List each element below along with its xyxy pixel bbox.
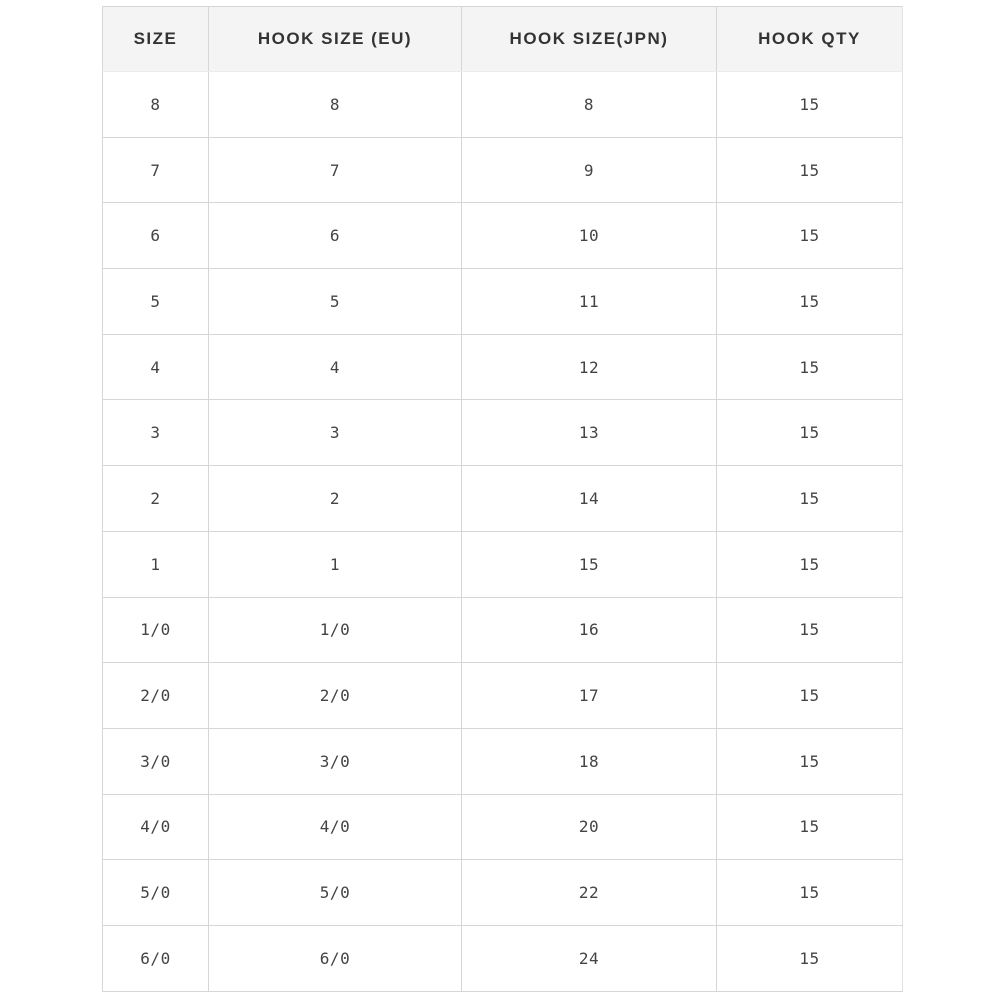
table-row bbox=[103, 466, 903, 532]
cell-hook-qty: 15 bbox=[717, 137, 903, 203]
cell-hook-size-eu: 1/0 bbox=[209, 597, 462, 663]
cell-size: 4/0 bbox=[103, 794, 209, 860]
table-row bbox=[103, 728, 903, 794]
cell-hook-size-jpn: 22 bbox=[462, 860, 717, 926]
cell-hook-size-eu: 3 bbox=[209, 400, 462, 466]
table-row bbox=[103, 203, 903, 269]
table-header bbox=[103, 7, 903, 72]
cell-size: 7 bbox=[103, 137, 209, 203]
cell-hook-qty: 15 bbox=[717, 72, 903, 138]
table-row bbox=[103, 860, 903, 926]
table-row bbox=[103, 531, 903, 597]
cell-hook-size-jpn: 9 bbox=[462, 137, 717, 203]
cell-size: 3 bbox=[103, 400, 209, 466]
cell-size: 2/0 bbox=[103, 663, 209, 729]
cell-hook-qty: 15 bbox=[717, 334, 903, 400]
cell-hook-qty: 15 bbox=[717, 794, 903, 860]
cell-hook-size-eu: 4/0 bbox=[209, 794, 462, 860]
cell-size: 1/0 bbox=[103, 597, 209, 663]
table-row bbox=[103, 400, 903, 466]
header-row bbox=[103, 7, 903, 72]
cell-hook-size-jpn: 10 bbox=[462, 203, 717, 269]
cell-size: 5 bbox=[103, 269, 209, 335]
cell-hook-size-jpn: 17 bbox=[462, 663, 717, 729]
table-row bbox=[103, 925, 903, 991]
hook-size-table bbox=[102, 6, 903, 992]
cell-size: 6 bbox=[103, 203, 209, 269]
cell-hook-size-eu: 7 bbox=[209, 137, 462, 203]
cell-hook-size-jpn: 16 bbox=[462, 597, 717, 663]
cell-hook-size-jpn: 18 bbox=[462, 728, 717, 794]
cell-hook-size-jpn: 13 bbox=[462, 400, 717, 466]
table-row bbox=[103, 269, 903, 335]
cell-hook-size-jpn: 14 bbox=[462, 466, 717, 532]
cell-hook-qty: 15 bbox=[717, 597, 903, 663]
cell-size: 2 bbox=[103, 466, 209, 532]
cell-hook-qty: 15 bbox=[717, 269, 903, 335]
cell-hook-size-jpn: 24 bbox=[462, 925, 717, 991]
cell-hook-size-jpn: 12 bbox=[462, 334, 717, 400]
cell-hook-size-eu: 5/0 bbox=[209, 860, 462, 926]
cell-hook-qty: 15 bbox=[717, 728, 903, 794]
cell-hook-size-eu: 3/0 bbox=[209, 728, 462, 794]
cell-hook-size-eu: 1 bbox=[209, 531, 462, 597]
cell-hook-size-jpn: 20 bbox=[462, 794, 717, 860]
cell-hook-size-eu: 6/0 bbox=[209, 925, 462, 991]
cell-hook-size-jpn: 15 bbox=[462, 531, 717, 597]
cell-size: 5/0 bbox=[103, 860, 209, 926]
cell-hook-size-eu: 4 bbox=[209, 334, 462, 400]
cell-hook-qty: 15 bbox=[717, 400, 903, 466]
cell-hook-size-eu: 5 bbox=[209, 269, 462, 335]
cell-hook-qty: 15 bbox=[717, 663, 903, 729]
cell-size: 6/0 bbox=[103, 925, 209, 991]
cell-size: 1 bbox=[103, 531, 209, 597]
table-row bbox=[103, 794, 903, 860]
header-hook-qty: HOOK QTY bbox=[717, 7, 903, 72]
table-row bbox=[103, 334, 903, 400]
cell-hook-size-eu: 6 bbox=[209, 203, 462, 269]
cell-hook-qty: 15 bbox=[717, 531, 903, 597]
table-row bbox=[103, 137, 903, 203]
header-hook-size-eu: HOOK SIZE (EU) bbox=[209, 7, 462, 72]
cell-hook-qty: 15 bbox=[717, 860, 903, 926]
cell-hook-qty: 15 bbox=[717, 925, 903, 991]
cell-size: 4 bbox=[103, 334, 209, 400]
header-size: SIZE bbox=[103, 7, 209, 72]
table-row bbox=[103, 663, 903, 729]
table-body bbox=[103, 72, 903, 992]
cell-hook-qty: 15 bbox=[717, 203, 903, 269]
cell-hook-size-eu: 2/0 bbox=[209, 663, 462, 729]
cell-hook-size-eu: 8 bbox=[209, 72, 462, 138]
header-hook-size-jpn: HOOK SIZE(JPN) bbox=[462, 7, 717, 72]
cell-hook-size-jpn: 8 bbox=[462, 72, 717, 138]
table-row bbox=[103, 72, 903, 138]
table-row bbox=[103, 597, 903, 663]
cell-hook-qty: 15 bbox=[717, 466, 903, 532]
cell-size: 3/0 bbox=[103, 728, 209, 794]
cell-hook-size-jpn: 11 bbox=[462, 269, 717, 335]
cell-size: 8 bbox=[103, 72, 209, 138]
cell-hook-size-eu: 2 bbox=[209, 466, 462, 532]
